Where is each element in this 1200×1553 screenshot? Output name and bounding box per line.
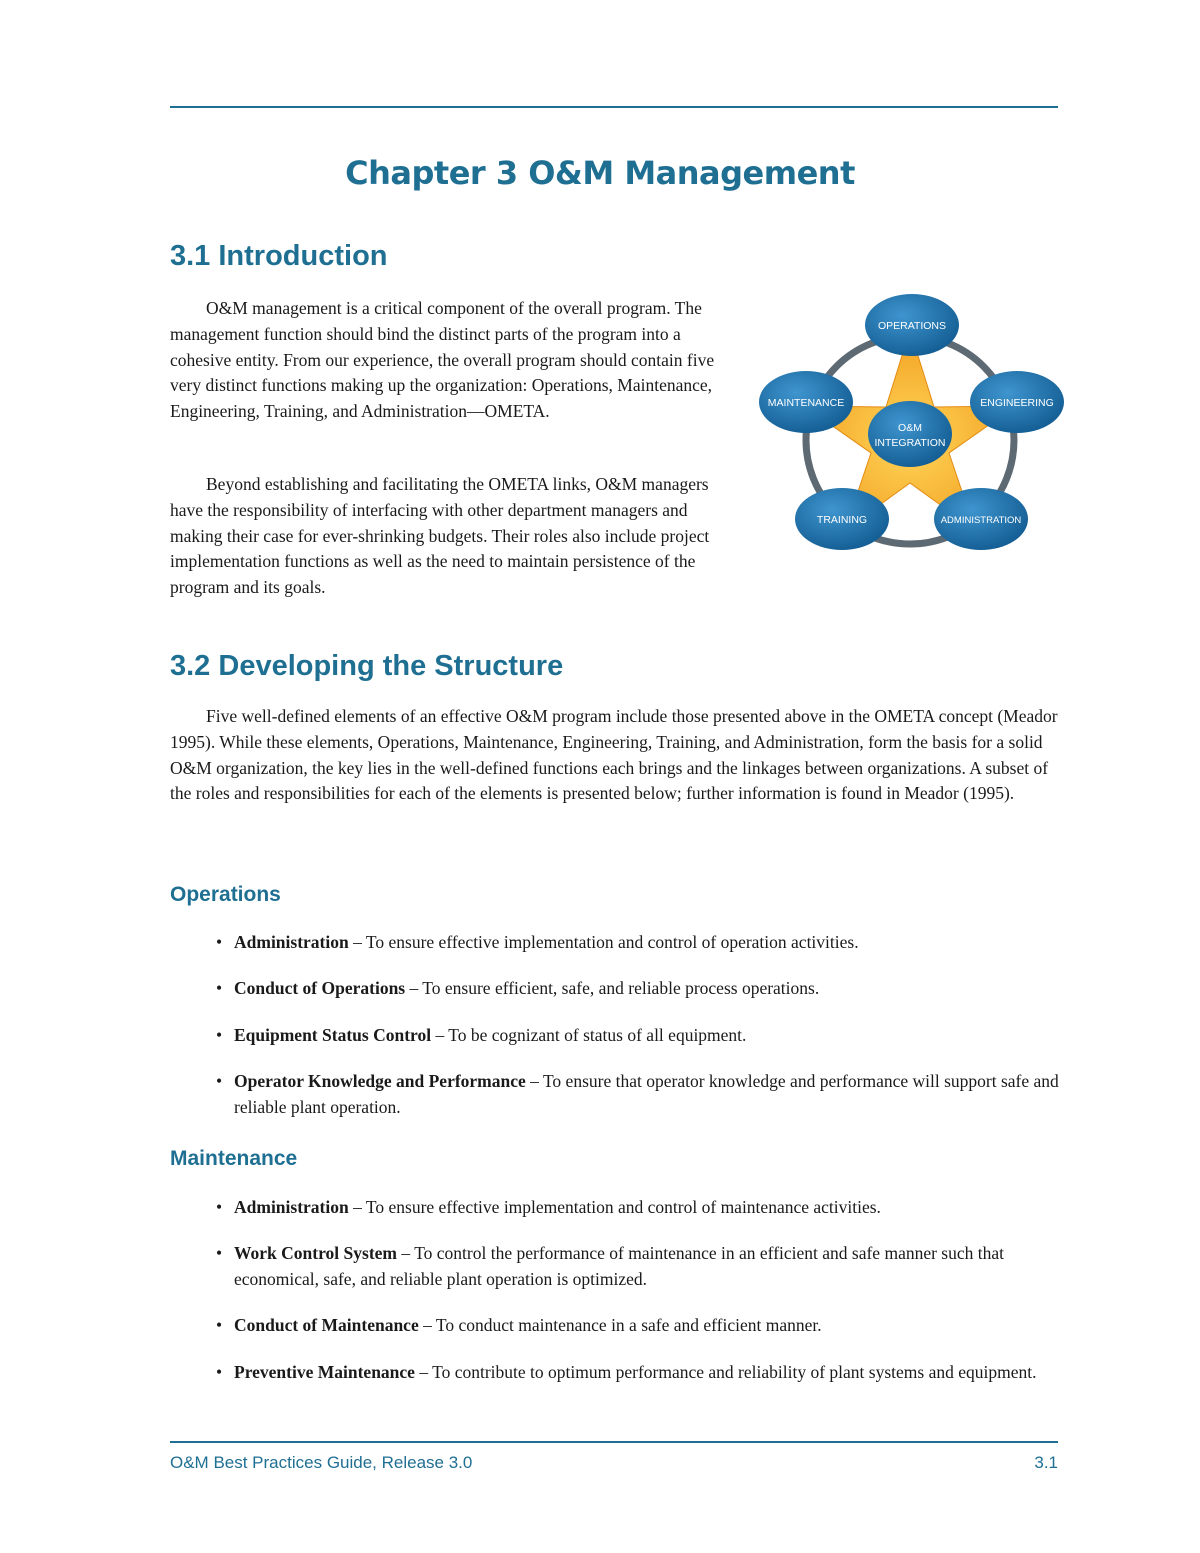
page-number: 3.1 xyxy=(1034,1453,1058,1472)
structure-paragraph: Five well-defined elements of an effective O&M program include those presented above in the OMETA concept (Meador 1995). While these elements, Operations, Maintenance, Engineering, Training, and Administration, form the basis for a solid O&M organization, the key lies in the well-defined functions each brings and the linkages between organizations. A subset of the roles and responsibilities for each of the elements is presented below; further information is found in Meador (1995). xyxy=(170,706,1058,804)
label-training: TRAINING xyxy=(816,514,868,526)
label-maintenance: MAINTENANCE xyxy=(767,397,845,409)
subheading-maintenance: Maintenance xyxy=(170,1147,298,1170)
header-rule xyxy=(170,106,1058,108)
item-desc: – To conduct maintenance in a safe and efficient manner. xyxy=(418,1315,822,1336)
list-item xyxy=(216,1313,1066,1339)
maintenance-list xyxy=(216,1195,1066,1406)
item-term: Operator Knowledge and Performance xyxy=(234,1070,526,1091)
label-administration: ADMINISTRATION xyxy=(940,515,1022,526)
label-engineering: ENGINEERING xyxy=(980,397,1054,409)
list-item xyxy=(216,1195,1066,1221)
ometa-diagram-svg xyxy=(755,290,1065,560)
intro-paragraph-2: Beyond establishing and facilitating the OMETA links, O&M managers have the responsibility of interfacing with other department managers and making their case for ever-shrinking budgets. Their roles also include project implementation functions as well as the need to maintain persistence of the program and its goals. xyxy=(170,474,710,598)
intro-paragraph-1: O&M management is a critical component of the overall program. The management function should bind the distinct parts of the program into a cohesive entity. From our experience, the overall program should contain five very distinct functions making up the organization: Operations, Maintenance, Engineering, Training, and Administration—OMETA. xyxy=(170,298,715,422)
list-item xyxy=(216,1069,1066,1121)
item-desc: – To ensure that operator knowledge and performance will support safe and reliable plant operation. xyxy=(234,1070,1059,1117)
item-term: Preventive Maintenance xyxy=(234,1361,415,1382)
ometa-diagram xyxy=(755,290,1065,560)
item-term: Conduct of Operations xyxy=(234,978,406,999)
item-term: Equipment Status Control xyxy=(234,1024,432,1045)
label-operations: OPERATIONS xyxy=(877,320,947,332)
list-item xyxy=(216,1241,1066,1293)
footer-title: O&M Best Practices Guide, Release 3.0 xyxy=(170,1453,473,1472)
item-term: Administration xyxy=(234,932,349,952)
item-desc: – To contribute to optimum performance and reliability of plant systems and equipment. xyxy=(414,1361,1037,1382)
list-item xyxy=(216,1023,1066,1049)
item-desc: – To ensure effective implementation and control of operation activities. xyxy=(348,932,859,952)
section-heading-introduction: 3.1 Introduction xyxy=(170,240,388,272)
center-label-1: O&M xyxy=(898,422,922,434)
item-desc: – To ensure efficient, safe, and reliable process operations. xyxy=(405,978,820,999)
list-item xyxy=(216,930,1066,956)
list-item xyxy=(216,1360,1066,1386)
section-heading-developing-structure: 3.2 Developing the Structure xyxy=(170,650,564,682)
item-term: Work Control System xyxy=(234,1243,398,1264)
center-node xyxy=(868,401,952,467)
list-item xyxy=(216,976,1066,1002)
item-term: Administration xyxy=(234,1197,349,1217)
item-desc: – To be cognizant of status of all equipment. xyxy=(431,1024,747,1045)
item-term: Conduct of Maintenance xyxy=(234,1315,419,1336)
operations-list xyxy=(216,930,1066,1141)
chapter-title: Chapter 3 O&M Management xyxy=(345,154,855,192)
footer-rule xyxy=(170,1441,1058,1443)
item-desc: – To control the performance of maintenance in an efficient and safe manner such that economical, safe, and reliable plant operation is optimized. xyxy=(234,1243,1004,1290)
subheading-operations: Operations xyxy=(170,883,281,906)
item-desc: – To ensure effective implementation and control of maintenance activities. xyxy=(348,1197,881,1217)
center-label-2: INTEGRATION xyxy=(874,437,946,449)
